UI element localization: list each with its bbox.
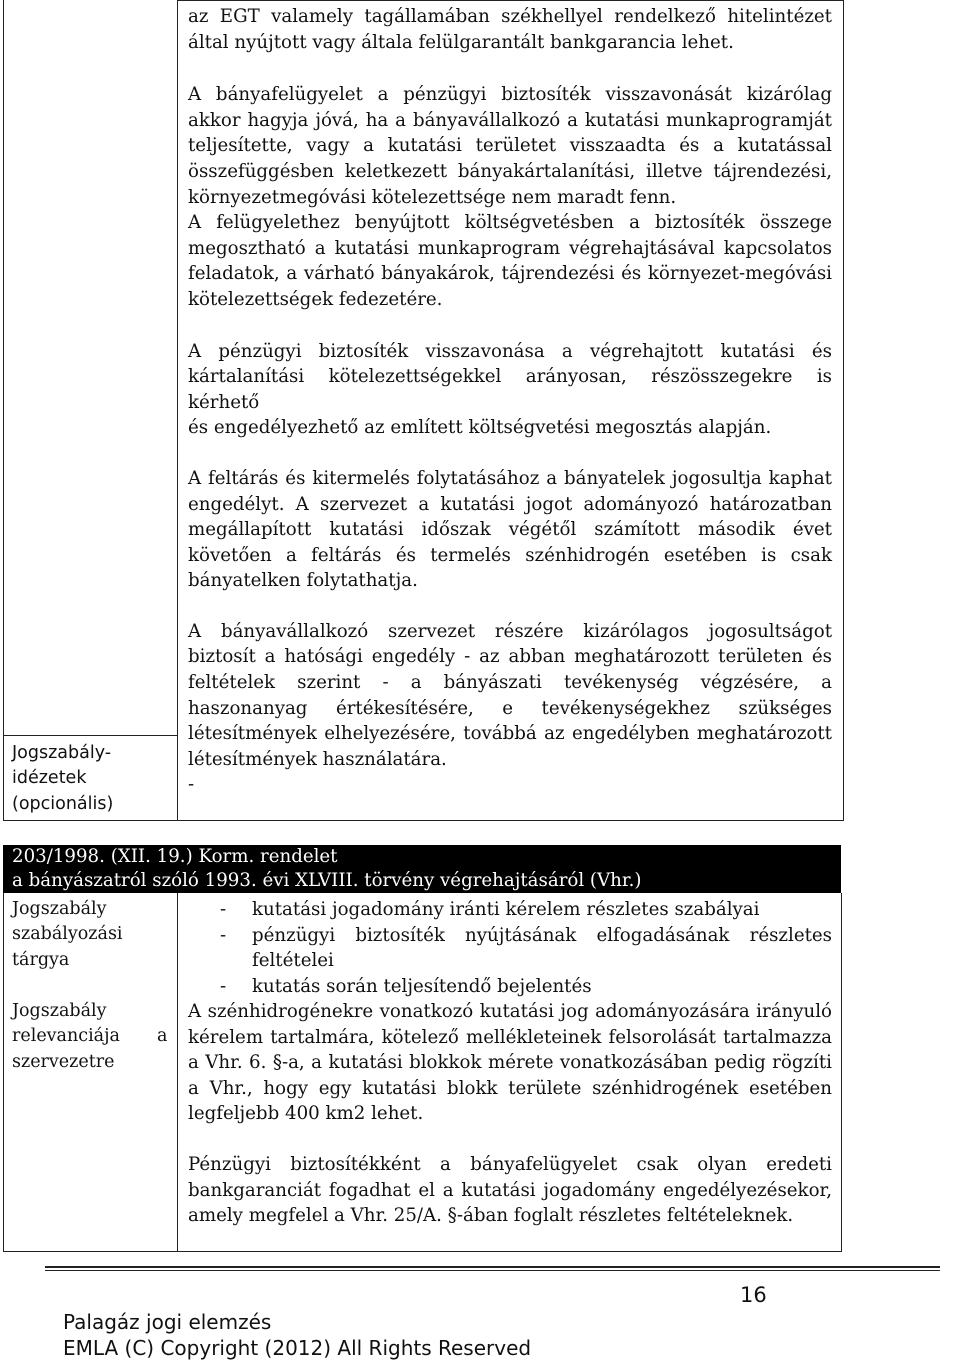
text-line: összefüggésben keletkezett bányakártalanítási, illetve tájrendezési, [188,160,832,182]
list-item [188,923,832,974]
label-line [12,1024,172,1049]
text-line: a Vhr. 6. §-a, a kutatási blokkok mérete vonatkozásában pedig rögzíti [188,1052,832,1074]
label-line: szabályozási [12,924,123,945]
label-line: Jogszabály- [12,743,112,763]
page-number: 16 [740,1283,767,1307]
list-item [188,974,832,1000]
regulation-title: 203/1998. (XII. 19.) Korm. rendelet [12,846,338,867]
text-line: bankgaranciát fogadhat el a kutatási jogadomány engedélyezésekor, [188,1179,832,1201]
legal-citations-label [12,741,172,817]
text-line: kártalanítási kötelezettségekkel arányosan, részösszegekre is kérhető [188,366,832,413]
list-item-text: feltételei [252,950,334,972]
text-line: A felügyelethez benyújtott költségvetésben a biztosíték összege [188,212,832,234]
text-line: Pénzügyi biztosítékként a bányafelügyelet csak olyan eredeti [188,1153,832,1175]
list-item [188,897,832,923]
text-line: az EGT valamely tagállamában székhellyel rendelkező hitelintézet [188,6,832,27]
text-line: legfeljebb 400 km2 lehet. [188,1103,424,1125]
footer-title: Palagáz jogi elemzés [63,1310,272,1334]
text-line: létesítmények elhelyezésére, továbbá az engedélyben meghatározott [188,723,832,745]
regulation-subject-list [188,897,832,999]
text-line: A feltárás és kitermelés folytatásához a bányatelek jogosultja kaphat [188,467,832,489]
paragraph-application-content [188,999,832,1127]
paragraph-guarantee-issuer [188,4,832,55]
text-line: környezetmegóvási kötelezettsége nem maradt fenn. [188,186,677,208]
label-line: Jogszabály [12,899,107,919]
text-line: által nyújtott vagy általa felülgarantált bankgarancia lehet. [188,31,734,53]
text-line: megállapított kutatási időszak végétől számított második évet [188,519,832,541]
list-item-text: pénzügyi biztosíték nyújtásának elfogadásának részletes [252,924,832,946]
text-line: megosztható a kutatási munkaprogram végrehajtásával kapcsolatos [188,237,832,259]
footer-copyright: EMLA (C) Copyright (2012) All Rights Reserved [63,1336,532,1360]
text-line: és engedélyezhető az említett költségvetési megosztás alapján. [188,417,772,439]
paragraph-exploration-continuation [188,466,832,594]
text-line: A bányafelügyelet a pénzügyi biztosíték visszavonását kizárólag [188,84,832,106]
bullet: - [220,975,227,997]
text-line: követően a feltárás és termelés szénhidrogén esetében is csak [188,544,832,566]
text-line: engedélyt. A szervezet a kutatási jogot adományozó határozatban [188,493,832,515]
requirements-text [188,4,832,798]
paragraph-bank-guarantee [188,1152,832,1229]
text-line: bányatelken folytathatja. [188,570,418,592]
text-line: feladatok, a várható bányakárok, tájrendezési és környezet-megóvási [188,263,832,285]
regulation-header [3,845,841,893]
label-line: (opcionális) [12,793,114,814]
text-line: A szénhidrogénekre vonatkozó kutatási jog adományozására irányuló [188,1001,832,1022]
text-line: kötelezettségek fedezetére. [188,288,443,310]
text-line: A pénzügyi biztosíték visszavonása a végrehajtott kutatási és [188,340,832,362]
regulation-subject-label [12,897,172,973]
text-line: akkor hagyja jóvá, ha a bányavállalkozó a kutatási munkaprogramját [188,109,832,131]
paragraph-partial-withdrawal [188,339,832,441]
text-line: teljesítette, vagy a kutatási területet visszaadta és a kutatással [188,135,832,157]
text-line: létesítmények használatára. [188,748,447,770]
label-line: szervezetre [12,1051,115,1072]
label-line: tárgya [12,949,70,970]
label-line: Jogszabály [12,1001,107,1021]
label-word: relevanciája [12,1026,120,1047]
paragraph-exclusive-rights [188,619,832,773]
footer-rule-thin [45,1270,940,1271]
bullet: - [220,924,227,946]
label-word: a [157,1026,168,1047]
legal-citations-value: - [188,774,195,796]
list-item-text: kutatási jogadomány iránti kérelem részletes szabályai [252,899,760,920]
text-line: a Vhr., hogy egy kutatási blokk területe szénhidrogének esetében [188,1077,832,1099]
text-line: amely megfelel a Vhr. 25/A. §-ában foglalt részletes feltételeknek. [188,1205,794,1227]
text-line: biztosít a hatósági engedély - az abban meghatározott területen és [188,646,832,668]
text-line: haszonanyag értékesítésére, e tevékenységekhez szükséges [188,697,832,719]
text-line: A bányavállalkozó szervezet részére kizárólagos jogosultságot [188,620,832,642]
footer-rule [45,1266,940,1268]
regulation-subtitle: a bányászatról szóló 1993. évi XLVIII. törvény végrehajtásáról (Vhr.) [12,869,642,891]
bullet: - [220,899,227,920]
relevance-label [12,999,172,1075]
relevance-text [188,999,832,1229]
label-line: idézetek [12,768,87,789]
text-line: feltételek szerint - a bányászati tevékenység végzésére, a [188,672,832,694]
list-item-text: kutatás során teljesítendő bejelentés [252,975,592,997]
paragraph-withdrawal-approval [188,82,832,312]
text-line: kérelem tartalmára, kötelező mellékleteinek felsorolását tartalmazza [188,1026,832,1048]
